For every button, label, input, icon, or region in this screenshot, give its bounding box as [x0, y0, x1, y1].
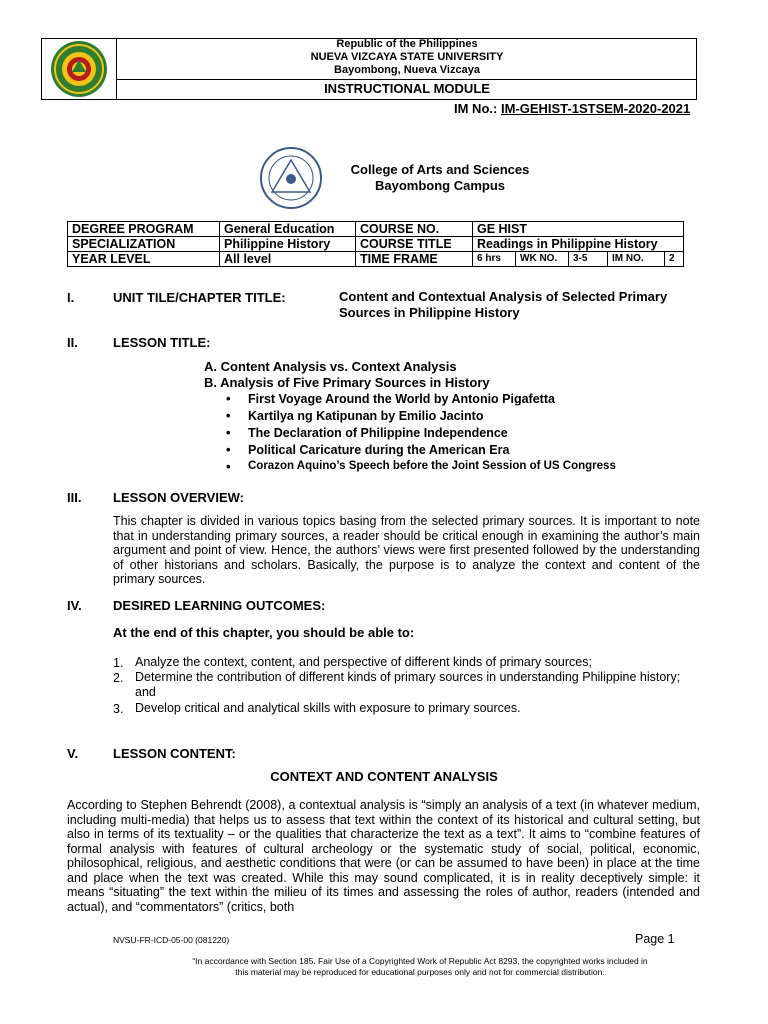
lesson-bullet: Kartilya ng Katipunan by Emilio Jacinto [248, 409, 484, 423]
lesson-content-subheading: CONTEXT AND CONTENT ANALYSIS [270, 769, 498, 784]
university-location: Bayombong, Nueva Vizcaya [334, 64, 480, 76]
university-name: NUEVA VIZCAYA STATE UNIVERSITY [310, 51, 504, 63]
course-title-label: COURSE TITLE [356, 237, 473, 252]
chapter-title-line-2: Sources in Philippine History [339, 305, 520, 320]
college-name: College of Arts and Sciences [350, 162, 530, 177]
section-4-number: IV. [67, 598, 82, 613]
bullet-icon: • [226, 425, 231, 440]
lesson-bullet: First Voyage Around the World by Antonio Pigafetta [248, 392, 555, 406]
specialization-value: Philippine History [220, 237, 356, 252]
outcome-item: Determine the contribution of different kinds of primary sources in understanding Philippine history; and [135, 670, 681, 699]
degree-program-label: DEGREE PROGRAM [68, 222, 220, 237]
section-1-heading: UNIT TILE/CHAPTER TITLE: [113, 290, 286, 305]
table-row [68, 237, 684, 252]
header-address [117, 38, 697, 77]
copyright-line-1: “In accordance with Section 185. Fair Use of a Copyrighted Work of Republic Act 8293, the copyrighted works included in [192, 956, 648, 966]
lesson-bullet: Political Caricature during the American Era [248, 443, 510, 457]
outcome-item: Develop critical and analytical skills with exposure to primary sources. [135, 701, 521, 715]
outcomes-intro: At the end of this chapter, you should be able to: [113, 625, 415, 640]
college-block [300, 162, 580, 194]
outcome-number: 2. [113, 671, 124, 685]
specialization-label: SPECIALIZATION [68, 237, 220, 252]
outcome-item: Analyze the context, content, and perspective of different kinds of primary sources; [135, 655, 592, 669]
bullet-icon: • [226, 442, 231, 457]
section-2-number: II. [67, 335, 78, 350]
year-level-label: YEAR LEVEL [68, 252, 220, 267]
im-number [454, 101, 690, 116]
wk-no-label: WK NO. [516, 252, 569, 267]
section-4-heading: DESIRED LEARNING OUTCOMES: [113, 598, 326, 613]
section-3-number: III. [67, 490, 82, 505]
im-no-value: 2 [665, 252, 684, 267]
lesson-title-b: B. Analysis of Five Primary Sources in History [204, 375, 490, 390]
course-no-label: COURSE NO. [356, 222, 473, 237]
header-logo-cell [41, 38, 117, 100]
document-title: INSTRUCTIONAL MODULE [324, 81, 490, 96]
section-3-heading: LESSON OVERVIEW: [113, 490, 244, 505]
degree-program-value: General Education [220, 222, 356, 237]
chapter-title [339, 289, 667, 321]
lesson-content-text: According to Stephen Behrendt (2008), a contextual analysis is “simply an analysis of a text (in whatever medium, including multi-media) that helps us to assess that text within the context of its historical and cultural setting, but also in terms of its textuality – or the qualities that characterize the text as a text”. It aims to “combine features of formal analysis with features of cultural archeology or the systematic study of social, political, economic, philosophical, religious, and aesthetic conditions that were (or can be assumed to have been) in place at the time and place when the text was created. While this may sound complicated, it is in reality deceptively simple: it means “situating” the text within the milieu of its times and assessing the roles of author, readers (intended and actual), and “commentators” (critics, both [67, 798, 700, 914]
year-level-value: All level [220, 252, 356, 267]
lesson-bullet: The Declaration of Philippine Independence [248, 426, 508, 440]
lesson-overview-text: This chapter is divided in various topics basing from the selected primary sources. It is important to note that in understanding primary sources, a reader should be critical enough in examining the author’s main argument and point of view. Hence, the authors’ views were first presented followed by the understanding of other historians and scholars. Basically, the purpose is to analyze the context and content of the primary sources. [113, 514, 700, 586]
page-number: Page 1 [635, 932, 675, 946]
table-row [68, 222, 684, 237]
university-seal-logo [41, 38, 117, 100]
course-no-value: GE HIST [473, 222, 684, 237]
outcome-number: 3. [113, 702, 124, 716]
chapter-title-line-1: Content and Contextual Analysis of Selected Primary [339, 289, 668, 304]
course-info-table [67, 221, 684, 267]
bullet-icon: • [226, 391, 231, 406]
table-row [68, 252, 684, 267]
lesson-bullet: Corazon Aquino’s Speech before the Joint Session of US Congress [248, 460, 616, 472]
lesson-title-a: A. Content Analysis vs. Context Analysis [204, 359, 457, 374]
copyright-line-2: this material may be reproduced for educational purposes only and not for commercial distribution. [235, 967, 605, 977]
course-title-value: Readings in Philippine History [473, 237, 684, 252]
time-frame-label: TIME FRAME [356, 252, 473, 267]
section-5-heading: LESSON CONTENT: [113, 746, 236, 761]
section-2-heading: LESSON TITLE: [113, 335, 211, 350]
bullet-icon: • [226, 408, 231, 423]
header-divider [117, 79, 697, 80]
im-number-value: IM-GEHIST-1STSEM-2020-2021 [500, 101, 691, 116]
outcome-number: 1. [113, 656, 124, 670]
time-frame-value: 6 hrs [473, 252, 516, 267]
im-number-label: IM No.: [454, 101, 498, 116]
wk-no-value: 3-5 [569, 252, 608, 267]
im-no-label: IM NO. [608, 252, 665, 267]
bullet-icon: • [226, 459, 231, 474]
section-5-number: V. [67, 746, 79, 761]
republic-line: Republic of the Philippines [336, 38, 478, 50]
form-code: NVSU-FR-ICD-05-00 (081220) [113, 935, 230, 945]
college-campus: Bayombong Campus [374, 178, 505, 193]
copyright-notice [140, 956, 700, 978]
section-1-number: I. [67, 290, 75, 305]
